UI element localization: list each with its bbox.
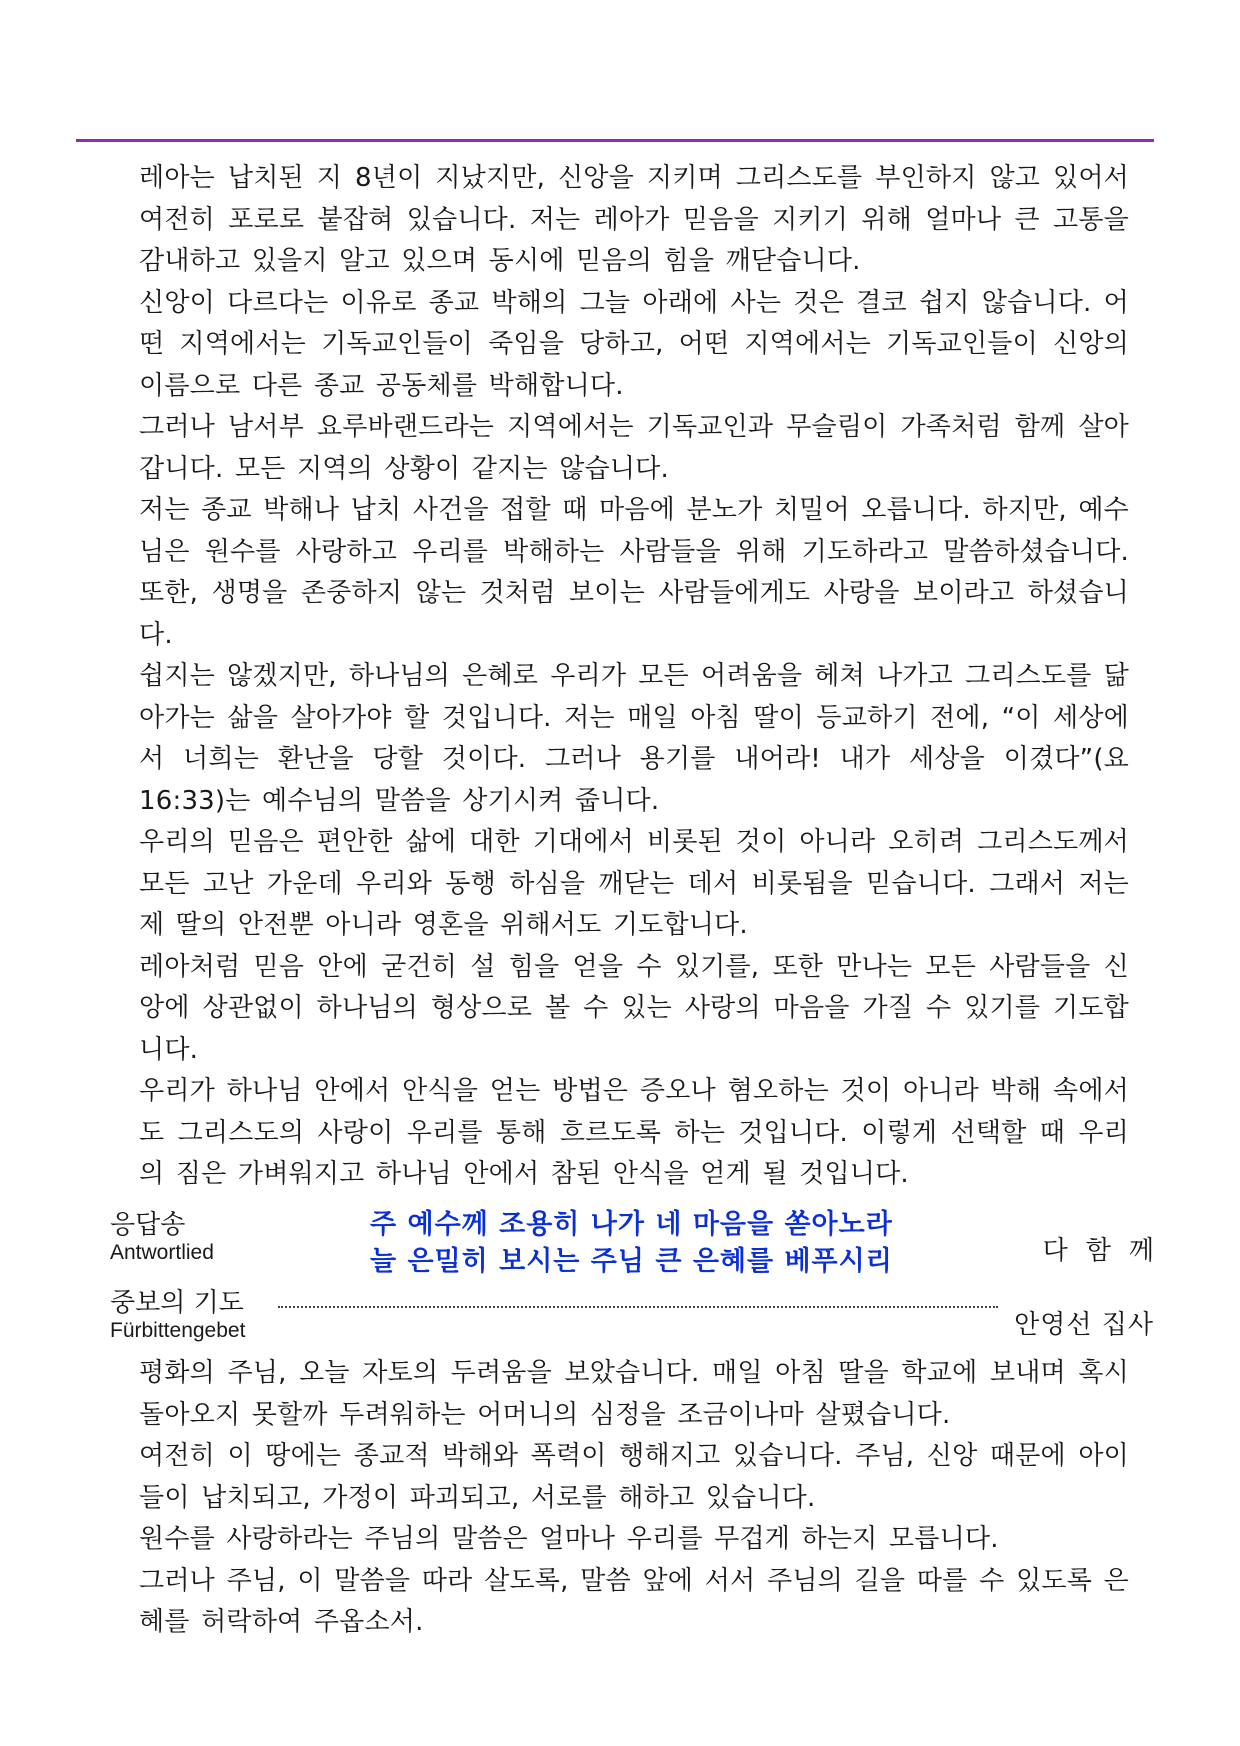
response-song-row	[110, 1209, 1172, 1290]
response-song-performer: 다함께	[1042, 1236, 1172, 1266]
prayer-text	[139, 1353, 1129, 1644]
sermon-paragraph: 쉽지는 않겠지만, 하나님의 은혜로 우리가 모든 어려움을 헤쳐 나가고 그리스도를 닮아가는 삶을 살아가야 할 것입니다. 저는 매일 아침 딸이 등교하기 전에, “이 세상에서 너희는 환난을 당할 것이다. 그러나 용기를 내어라! 내가 세상을 이겼다”(요 16:33)는 예수님의 말씀을 상기시켜 줍니다.	[139, 661, 1129, 816]
dotted-leader-line	[278, 1304, 998, 1308]
intercession-row	[110, 1288, 1154, 1348]
intercession-leader: 안영선 집사	[1014, 1310, 1154, 1340]
sermon-paragraph: 저는 종교 박해나 납치 사건을 접할 때 마음에 분노가 치밀어 오릅니다. 하지만, 예수님은 원수를 사랑하고 우리를 박해하는 사람들을 위해 기도하라고 말씀하셨습니다. 또한, 생명을 존중하지 않는 것처럼 보이는 사람들에게도 사랑을 보이라고 하셨습니다.	[139, 495, 1129, 650]
intercession-label-ko: 중보의 기도	[110, 1288, 244, 1318]
header-rule	[76, 139, 1154, 142]
intercession-label	[110, 1288, 245, 1344]
intercession-label-de: Fürbittengebet	[110, 1319, 246, 1342]
response-song-lyrics	[370, 1206, 893, 1280]
sermon-paragraph: 신앙이 다르다는 이유로 종교 박해의 그늘 아래에 사는 것은 결코 쉽지 않습니다. 어떤 지역에서는 기독교인들이 죽임을 당하고, 어떤 지역에서는 기독교인들이 신앙의 이름으로 다른 종교 공동체를 박해합니다.	[139, 287, 1129, 401]
response-song-label	[110, 1210, 214, 1266]
prayer-paragraph: 그러나 주님, 이 말씀을 따라 살도록, 말씀 앞에 서서 주님의 길을 따를 수 있도록 은혜를 허락하여 주옵소서.	[139, 1565, 1129, 1637]
sermon-paragraph: 그러나 남서부 요루바랜드라는 지역에서는 기독교인과 무슬림이 가족처럼 함께 살아갑니다. 모든 지역의 상황이 같지는 않습니다.	[139, 412, 1129, 484]
response-song-label-de: Antwortlied	[110, 1241, 214, 1264]
prayer-paragraph: 원수를 사랑하라는 주님의 말씀은 얼마나 우리를 무겁게 하는지 모릅니다.	[139, 1524, 999, 1554]
sermon-text	[139, 158, 1129, 1196]
sermon-paragraph: 레아처럼 믿음 안에 굳건히 설 힘을 얻을 수 있기를, 또한 만나는 모든 사람들을 신앙에 상관없이 하나님의 형상으로 볼 수 있는 사랑의 마음을 가질 수 있기를 기도합니다.	[139, 951, 1129, 1065]
prayer-paragraph: 평화의 주님, 오늘 자토의 두려움을 보았습니다. 매일 아침 딸을 학교에 보내며 혹시 돌아오지 못할까 두려워하는 어머니의 심정을 조금이나마 살폈습니다.	[139, 1358, 1129, 1430]
sermon-paragraph: 레아는 납치된 지 8년이 지났지만, 신앙을 지키며 그리스도를 부인하지 않고 있어서 여전히 포로로 붙잡혀 있습니다. 저는 레아가 믿음을 지키기 위해 얼마나 큰 고통을 감내하고 있을지 알고 있으며 동시에 믿음의 힘을 깨닫습니다.	[139, 163, 1129, 276]
response-song-label-ko: 응답송	[110, 1210, 186, 1240]
sermon-paragraph: 우리의 믿음은 편안한 삶에 대한 기대에서 비롯된 것이 아니라 오히려 그리스도께서 모든 고난 가운데 우리와 동행 하심을 깨닫는 데서 비롯됨을 믿습니다. 그래서 저는 제 딸의 안전뿐 아니라 영혼을 위해서도 기도합니다.	[139, 827, 1129, 940]
prayer-paragraph: 여전히 이 땅에는 종교적 박해와 폭력이 행해지고 있습니다. 주님, 신앙 때문에 아이들이 납치되고, 가정이 파괴되고, 서로를 해하고 있습니다.	[139, 1441, 1129, 1513]
sermon-paragraph: 우리가 하나님 안에서 안식을 얻는 방법은 증오나 혐오하는 것이 아니라 박해 속에서도 그리스도의 사랑이 우리를 통해 흐르도록 하는 것입니다. 이렇게 선택할 때 우리의 짐은 가벼워지고 하나님 안에서 참된 안식을 얻게 될 것입니다.	[139, 1076, 1129, 1189]
lyric-line: 늘 은밀히 보시는 주님 큰 은혜를 베푸시리	[370, 1246, 893, 1277]
lyric-line: 주 예수께 조용히 나가 네 마음을 쏟아노라	[370, 1209, 893, 1240]
